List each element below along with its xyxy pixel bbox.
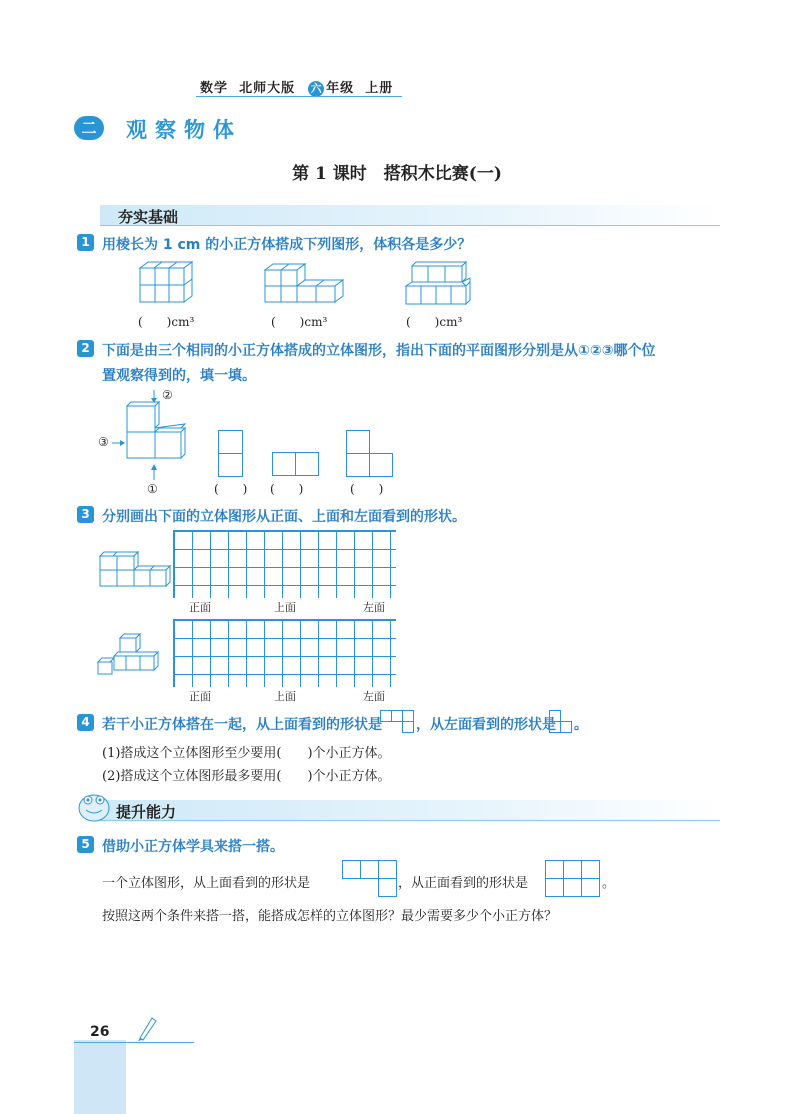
- page-number: 26: [90, 1024, 110, 1040]
- grid-label-left: 左面: [363, 601, 385, 614]
- plan-view-b: [272, 452, 320, 478]
- header-volume: 上册: [365, 81, 394, 96]
- grid-label-front: 正面: [189, 601, 211, 614]
- unit-number-badge: 二: [74, 116, 104, 140]
- question-text: 下面是由三个相同的小正方体搭成的立体图形，指出下面的平面图形分别是从①②③哪个位: [102, 343, 656, 359]
- lesson-title: 第 1 课时 搭积木比赛(一): [292, 164, 502, 184]
- q2-blank-c[interactable]: ( ): [350, 482, 384, 496]
- q4-sub-2: (2)搭成这个立体图形最多要用( )个小正方体。: [102, 769, 391, 784]
- three-cube-figure: [125, 400, 187, 462]
- section-band-line: [100, 820, 720, 821]
- left-view-shape: [549, 710, 573, 734]
- plan-view-a: [218, 430, 244, 478]
- section-title-basics: 夯实基础: [118, 208, 179, 226]
- grid-label-top: 上面: [274, 690, 296, 703]
- question-number: 1: [77, 234, 94, 251]
- arrow-right-icon: [112, 438, 126, 448]
- question-text-end: 。: [574, 717, 588, 733]
- question-text: 用棱长为 1 cm 的小正方体搭成下列图形，体积各是多少？: [102, 237, 472, 253]
- page-number-bar: [74, 1040, 126, 1114]
- q4-sub-1: (1)搭成这个立体图形至少要用( )个小正方体。: [102, 746, 391, 761]
- question-text-mid: ，从左面看到的形状是: [416, 717, 556, 733]
- arrow-down-icon: [148, 390, 160, 404]
- header-grade-badge: 六: [308, 81, 324, 97]
- question-text: 若干小正方体搭在一起，从上面看到的形状是: [102, 717, 382, 733]
- q3-figure-1: [98, 550, 172, 588]
- view-mark-3: ③: [98, 435, 109, 449]
- q3-figure-2: [98, 632, 162, 674]
- q5-line-1c: 。: [602, 876, 616, 891]
- view-mark-2: ②: [162, 388, 173, 402]
- drawing-grid-1[interactable]: [173, 530, 396, 598]
- q2-blank-b[interactable]: ( ): [270, 482, 304, 496]
- question-number: 4: [77, 714, 94, 731]
- q5-line-2: 按照这两个条件来搭一搭，能搭成怎样的立体图形？最少需要多少个小正方体？: [102, 909, 558, 924]
- arrow-up-icon: [148, 464, 160, 480]
- answer-blank-1[interactable]: ( )cm³: [138, 315, 195, 329]
- q5-line-1b: ，从正面看到的形状是: [398, 876, 529, 891]
- drawing-grid-2[interactable]: [173, 619, 396, 687]
- q5-line-1a: 一个立体图形，从上面看到的形状是: [102, 876, 311, 891]
- grid-label-front: 正面: [189, 690, 211, 703]
- plan-view-c: [346, 430, 394, 478]
- top-view-shape: [380, 710, 416, 734]
- pencil-icon: [134, 1014, 158, 1042]
- question-text-cont: 置观察得到的，填一填。: [102, 368, 256, 384]
- section-band: [100, 800, 720, 820]
- section-band-line: [100, 225, 720, 226]
- unit-title: 观察物体: [126, 118, 242, 142]
- question-number: 2: [77, 340, 94, 357]
- grid-label-top: 上面: [274, 601, 296, 614]
- view-mark-1: ①: [147, 482, 158, 496]
- q2-blank-a[interactable]: ( ): [214, 482, 248, 496]
- question-number: 5: [77, 836, 94, 853]
- question-text: 借助小正方体学具来搭一搭。: [102, 839, 284, 855]
- grid-label-left: 左面: [363, 690, 385, 703]
- header-divider: [196, 96, 402, 97]
- q5-front-view-shape: [545, 860, 601, 898]
- cube-figure-1: [140, 256, 200, 306]
- section-title-improve: 提升能力: [116, 803, 177, 821]
- question-text: 分别画出下面的立体图形从正面、上面和左面看到的形状。: [102, 509, 466, 525]
- footer-line: [74, 1042, 194, 1043]
- section-band: [100, 205, 720, 225]
- header-subject: 数学: [200, 81, 229, 96]
- q5-top-view-shape: [342, 860, 398, 898]
- question-number: 3: [77, 506, 94, 523]
- frog-mascot-icon: [76, 788, 112, 824]
- answer-blank-3[interactable]: ( )cm³: [406, 315, 463, 329]
- cube-figure-3: [406, 260, 472, 306]
- answer-blank-2[interactable]: ( )cm³: [271, 315, 328, 329]
- header-grade: 年级: [326, 81, 355, 96]
- header-edition: 北师大版: [239, 81, 296, 96]
- cube-figure-2: [265, 262, 345, 304]
- running-header: [200, 77, 393, 97]
